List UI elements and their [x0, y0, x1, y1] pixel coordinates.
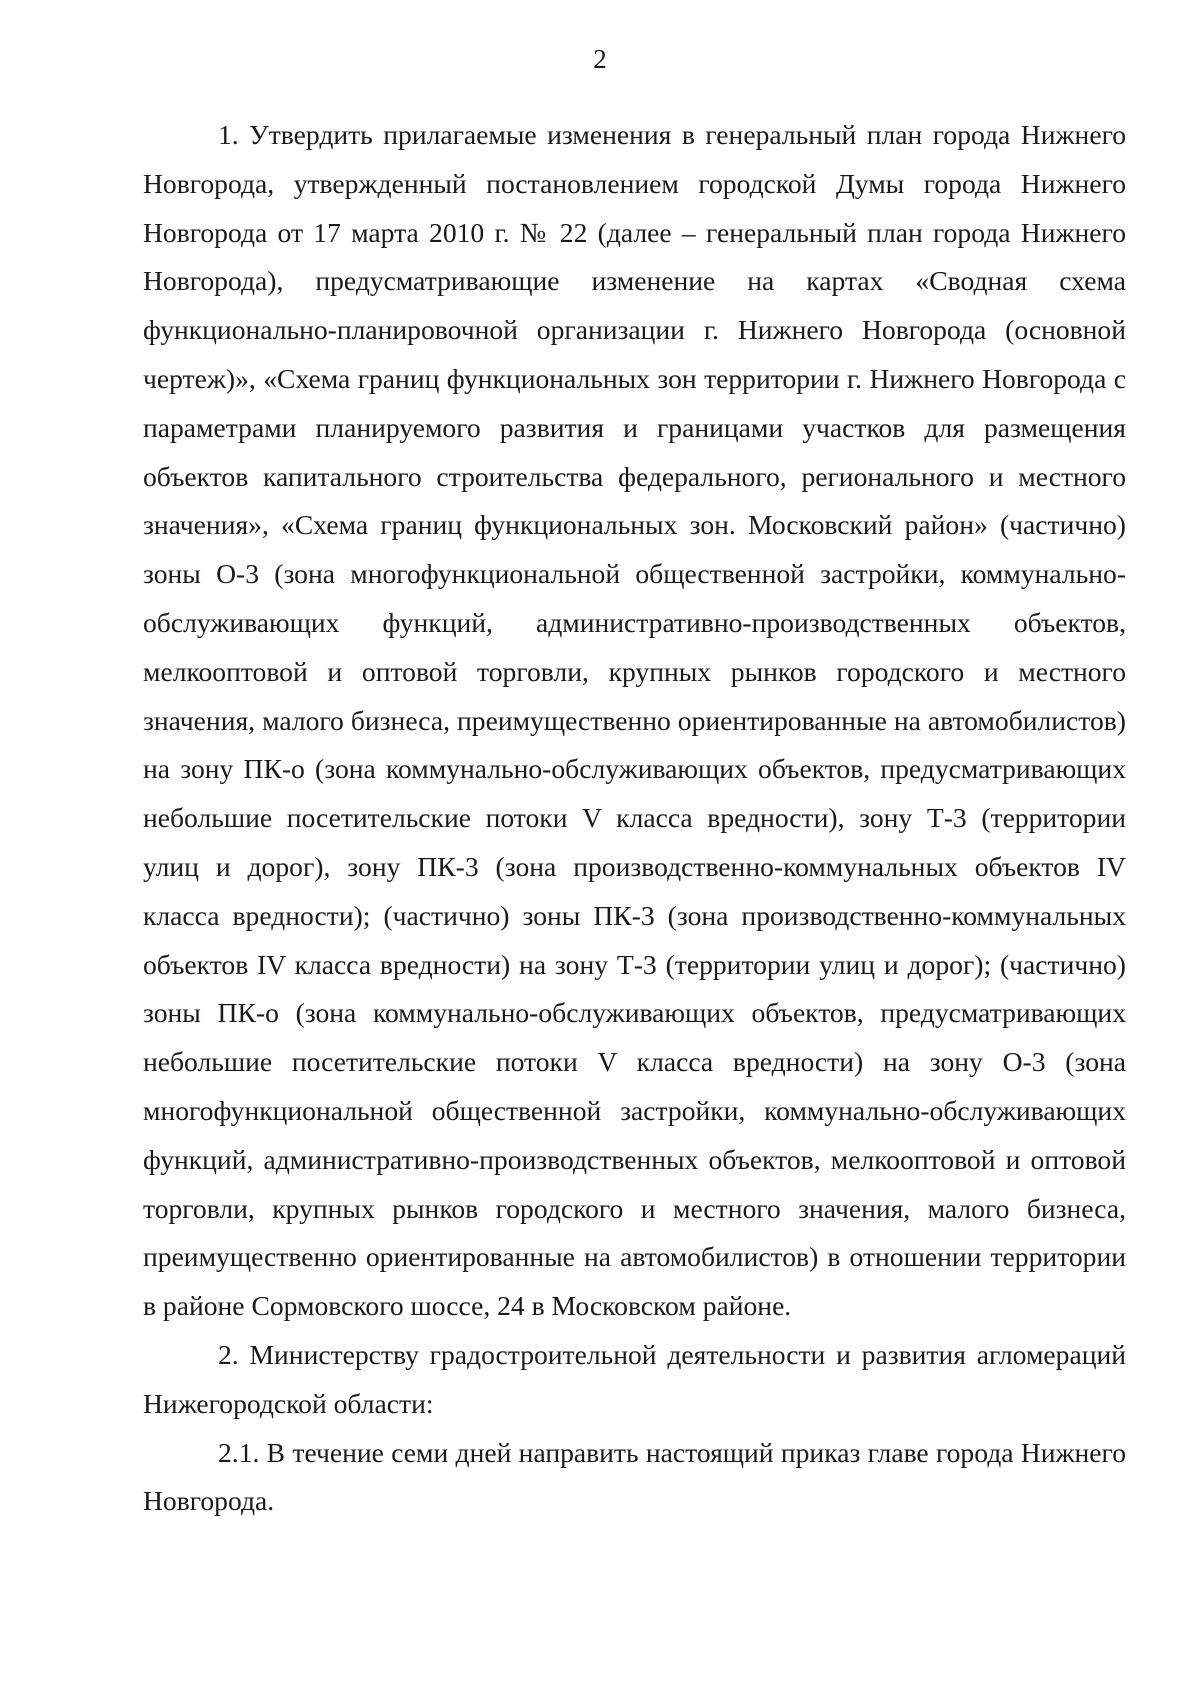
page-number: 2	[593, 44, 607, 74]
document-body	[143, 111, 1126, 1526]
paragraph-2-ministry: 2. Министерству градостроительной деятельности и развития агломераций Нижегородской области:	[143, 1338, 1126, 1419]
paragraph-1-approve-changes: 1. Утвердить прилагаемые изменения в генеральный план города Нижнего Новгорода, утвержденный постановлением городской Думы города Нижнего Новгорода от 17 марта 2010 г. № 22 (далее – генеральный план города Нижнего Новгорода), предусматривающие изменение на картах «Сводная схема функционально-планировочной организации г. Нижнего Новгорода (основной чертеж)», «Схема границ функциональных зон территории г. Нижнего Новгорода с параметрами планируемого развития и границами участков для размещения объектов капитального строительства федерального, регионального и местного значения», «Схема границ функциональных зон. Московский район» (частично) зоны О-3 (зона многофункциональной общественной застройки, коммунально-обслуживающих функций, административно-производственных объектов, мелкооптовой и оптовой торговли, крупных рынков городского и местного значения, малого бизнеса, преимущественно ориентированные на автомобилистов) на зону ПК-о (зона коммунально-обслуживающих объектов, предусматривающих небольшие посетительские потоки V класса вредности), зону Т-3 (территории улиц и дорог), зону ПК-3 (зона производственно-коммунальных объектов IV класса вредности); (частично) зоны ПК-3 (зона производственно-коммунальных объектов IV класса вредности) на зону Т-3 (территории улиц и дорог); (частично) зоны ПК-о (зона коммунально-обслуживающих объектов, предусматривающих небольшие посетительские потоки V класса вредности) на зону О-3 (зона многофункциональной общественной застройки, коммунально-обслуживающих функций, административно-производственных объектов, мелкооптовой и оптовой торговли, крупных рынков городского и местного значения, малого бизнеса, преимущественно ориентированные на автомобилистов) в отношении территории в районе Сормовского шоссе, 24 в Московском районе.	[143, 119, 1126, 1322]
paragraph-2-1-send-order: 2.1. В течение семи дней направить настоящий приказ главе города Нижнего Новгорода.	[143, 1436, 1126, 1517]
